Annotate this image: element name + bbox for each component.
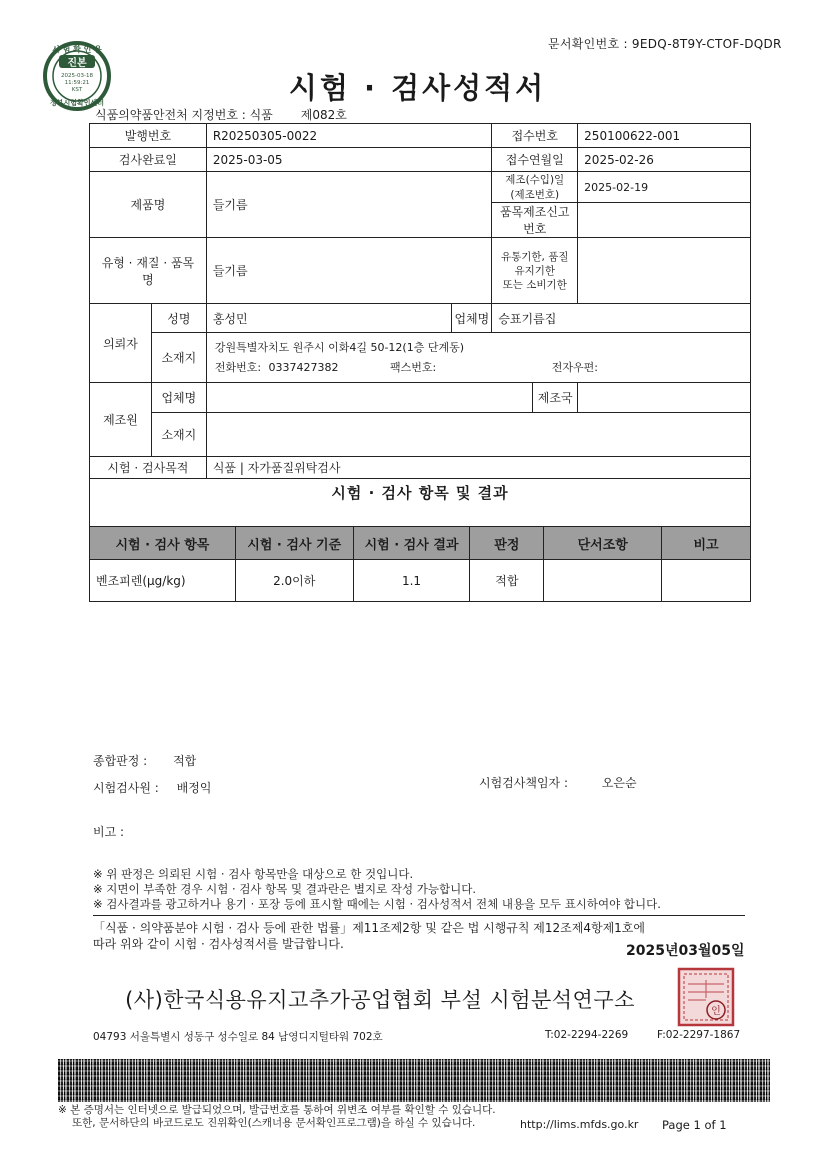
- official-seal: [676, 966, 736, 1028]
- header-judgment: 판정: [470, 527, 544, 560]
- row-result: 1.1: [353, 560, 470, 602]
- results-table: [89, 526, 751, 602]
- organization-name: (사)한국식용유지고추가공업협회 부설 시험분석연구소: [125, 988, 635, 1012]
- divider: [93, 915, 745, 916]
- page-title: 시험 · 검사성적서: [288, 71, 547, 105]
- product-name-value: 들기름: [206, 172, 492, 238]
- type-value: 들기름: [206, 238, 492, 304]
- expiry-label-line-2: 또는 소비기한: [502, 278, 567, 291]
- company-label: 업체명: [452, 304, 492, 333]
- expiry-label: [492, 238, 578, 304]
- client-label: 의뢰자: [90, 304, 152, 383]
- header-clause: 단서조항: [544, 527, 662, 560]
- expiry-value: [578, 238, 751, 304]
- stamp-bottom-text: 정부시험확인센터: [49, 99, 105, 107]
- stamp-center-text: 진본: [67, 58, 87, 69]
- info-table: [89, 123, 751, 533]
- manager-value: 오은순: [601, 776, 637, 790]
- row-clause: [544, 560, 662, 602]
- overall-label: 종합판정 :: [93, 754, 148, 768]
- maker-address-value: [206, 413, 750, 457]
- table-row: [90, 560, 751, 602]
- legal-basis-line-2: 따라 위와 같이 시험 · 검사성적서를 발급합니다.: [93, 937, 344, 951]
- remark-label: 비고 :: [93, 825, 125, 839]
- receipt-date-value: 2025-02-26: [578, 148, 751, 172]
- bottom-notice-line-2: 또한, 문서하단의 바코드로도 진위확인(스캐너용 문서확인프로그램)을 하실 수 있습니다.: [72, 1117, 476, 1129]
- header-standard: 시험 · 검사 기준: [235, 527, 353, 560]
- header-remark: 비고: [662, 527, 751, 560]
- client-address-label: 소재지: [151, 333, 206, 383]
- note-3: ※ 검사결과를 광고하거나 용기 · 포장 등에 표시할 때에는 시험 · 검사성적서 전체 내용을 모두 표시하여야 합니다.: [93, 897, 661, 911]
- telephone: T:02-2294-2269: [545, 1029, 629, 1041]
- agency-label: 식품의약품안전처 지정번호 : 식품: [95, 108, 273, 122]
- tester: [93, 779, 211, 796]
- receipt-number-value: 250100622-001: [578, 124, 751, 148]
- results-title: 시험 · 검사 항목 및 결과: [331, 484, 509, 502]
- header-result: 시험 · 검사 결과: [353, 527, 470, 560]
- document-confirm-number: 문서확인번호 : 9EDQ-8T9Y-CTOF-DQDR: [548, 37, 782, 51]
- row-judgment: 적합: [470, 560, 544, 602]
- verification-url[interactable]: http://lims.mfds.go.kr: [520, 1118, 639, 1131]
- maker-company-value: [206, 383, 577, 413]
- row-item: 벤조피렌(μg/kg): [90, 560, 236, 602]
- phone-label: 전화번호:: [214, 360, 262, 374]
- maker-company-label: 업체명: [151, 383, 206, 413]
- mfg-date-label: 제조(수입)일 (제조번호): [492, 172, 578, 203]
- mfg-date-value: 2025-02-19: [578, 172, 751, 203]
- legal-basis: [93, 920, 645, 952]
- agency-number: 제082호: [300, 108, 347, 122]
- expiry-label-line-1: 유통기한, 품질유지기한: [500, 250, 569, 277]
- note-2: ※ 지면이 부족한 경우 시험 · 검사 항목 및 결과란은 별지로 작성 가능합니다.: [93, 882, 476, 896]
- overall-value: 적합: [173, 754, 197, 768]
- company-value: 승표기름집: [492, 304, 751, 333]
- client-address-block: [206, 333, 750, 383]
- organization-address: 04793 서울특별시 성동구 성수일로 84 남영디지털타워 702호: [93, 1031, 383, 1043]
- issue-date: 2025년03월05일: [626, 943, 745, 959]
- maker-address-label: 소재지: [151, 413, 206, 457]
- receipt-number-label: 접수번호: [492, 124, 578, 148]
- receipt-date-label: 접수연월일: [492, 148, 578, 172]
- stamp-ring-text: 시 험 확 인 용: [52, 45, 102, 54]
- maker-country-label: 제조국: [532, 383, 577, 412]
- stamp-time: 11:59:21: [64, 80, 90, 86]
- row-standard: 2.0이하: [235, 560, 353, 602]
- verification-barcode: [58, 1059, 770, 1102]
- type-label: 유형 · 재질 · 품목명: [90, 238, 207, 304]
- client-address-value: 강원특별자치도 원주시 이화4길 50-12(1층 단계동): [214, 340, 464, 354]
- maker-label: 제조원: [90, 383, 152, 457]
- agency-designation: [95, 106, 347, 123]
- row-remark: [662, 560, 751, 602]
- purpose-value: 식품 | 자가품질위탁검사: [206, 457, 750, 479]
- results-header-row: [90, 527, 751, 560]
- note-1: ※ 위 판정은 의뢰된 시험 · 검사 항목만을 대상으로 한 것입니다.: [93, 867, 414, 881]
- header-item: 시험 · 검사 항목: [90, 527, 236, 560]
- manager-label: 시험검사책임자 :: [479, 776, 569, 790]
- client-name-label: 성명: [151, 304, 206, 333]
- tester-label: 시험검사원 :: [93, 781, 159, 795]
- stamp-date: 2025-03-18: [61, 73, 93, 79]
- product-name-label: 제품명: [90, 172, 207, 238]
- fax-label: 팩스번호:: [390, 360, 437, 374]
- overall-judgment: [93, 752, 196, 769]
- page-number: Page 1 of 1: [662, 1118, 727, 1132]
- maker-country-value: [578, 383, 751, 413]
- phone-value: 0337427382: [268, 360, 339, 374]
- seal-text: 인: [711, 1006, 721, 1017]
- stamp-zone: KST: [71, 87, 83, 93]
- complete-date-label: 검사완료일: [90, 148, 207, 172]
- bottom-notice: [58, 1104, 496, 1130]
- issue-number-label: 발행번호: [90, 124, 207, 148]
- bottom-notice-line-1: ※ 본 증명서는 인터넷으로 발급되었으며, 발급번호를 통하여 위변조 여부를 확인할 수 있습니다.: [58, 1104, 496, 1116]
- purpose-label: 시험 · 검사목적: [90, 457, 207, 479]
- legal-basis-line-1: 「식품 · 의약품분야 시험 · 검사 등에 관한 법률」제11조제2항 및 같은 법 시행규칙 제12조제4항제1호에: [93, 921, 645, 935]
- tester-value: 배정익: [176, 781, 212, 795]
- report-number-value: [578, 203, 751, 238]
- report-number-label: 품목제조신고번호: [492, 203, 578, 238]
- issue-number-value: R20250305-0022: [206, 124, 492, 148]
- manager: [479, 774, 637, 791]
- email-label: 전자우편:: [551, 360, 598, 374]
- client-name-value: 홍성민: [206, 304, 452, 333]
- client-contact-line: [215, 358, 744, 378]
- fax: F:02-2297-1867: [657, 1029, 741, 1041]
- complete-date-value: 2025-03-05: [206, 148, 492, 172]
